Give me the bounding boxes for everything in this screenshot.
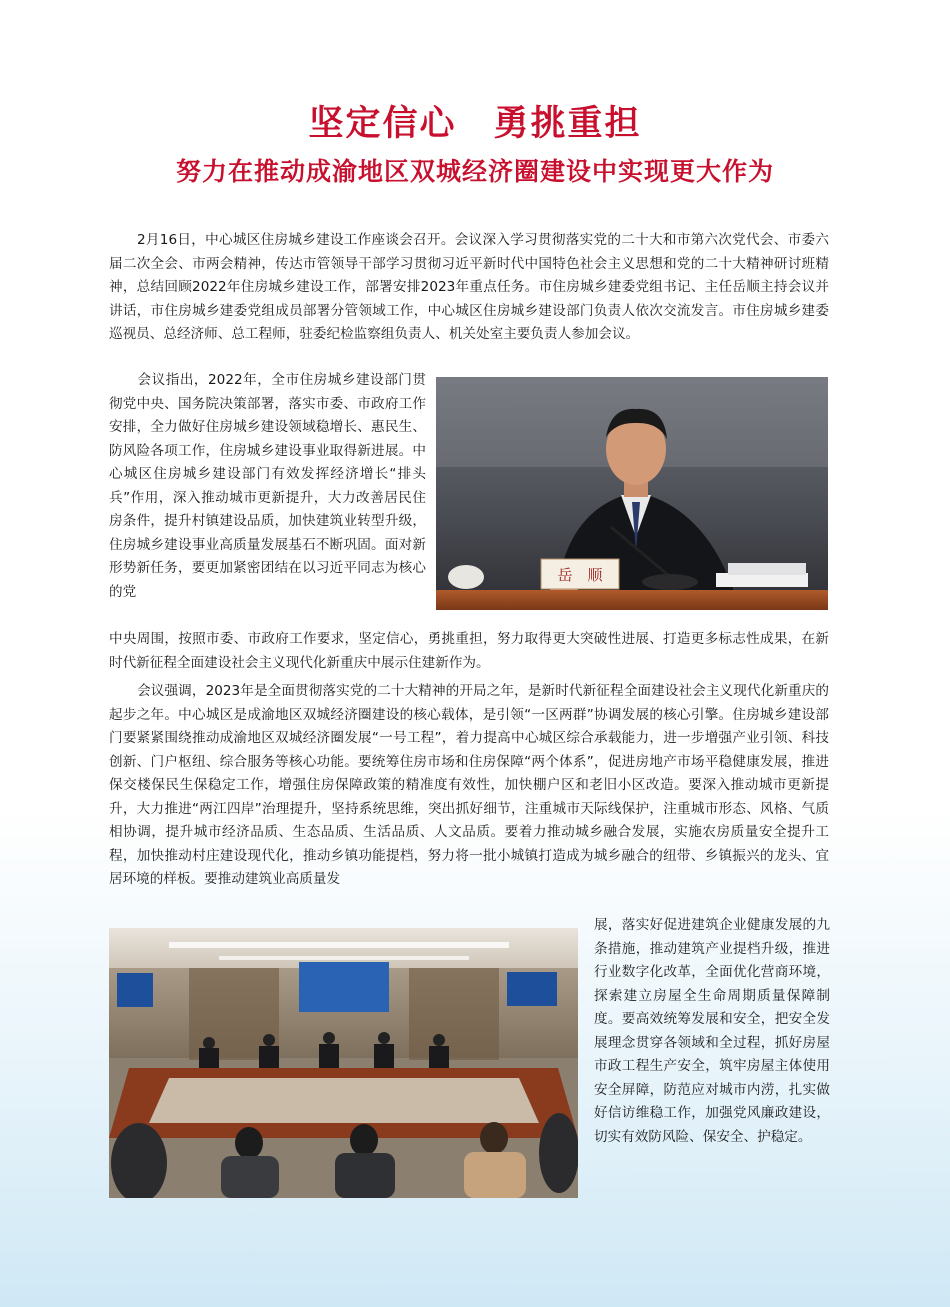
paragraph-3a-text: 会议强调，2023年是全面贯彻落实党的二十大精神的开局之年，是新时代新征程全面建设社会主义现代化新重庆的起步之年。中心城区是成渝地区双城经济圈建设的核心载体，是引领“一区两群”协调发展的核心引擎。住房城乡建设部门要紧紧围绕推动成渝地区双城经济圈发展“一号工程”，着力提高中心城区综合承载能力，进一步增强产业引领、科技创新、门户枢纽、综合服务等核心功能。要统筹住房市场和住房保障“两个体系”，促进房地产市场平稳健康发展，推进保交楼保民生保稳定工作，增强住房保障政策的精准度有效性，加快棚户区和老旧小区改造。要深入推动城市更新提升，大力推进“两江四岸”治理提升，坚持系统思维，突出抓好细节，注重城市天际线保护，注重城市形态、风格、气质相协调，提升城市经济品质、生态品质、生活品质、人文品质。要着力推动城乡融合发展，实施农房质量安全提升工程，加快推动村庄建设现代化，推动乡镇功能提档，努力将一批小城镇打造成为城乡融合的纽带、乡镇振兴的龙头、宜居环境的样板。要推动建筑业高质量发 bbox=[109, 683, 829, 887]
meeting-room-photo bbox=[109, 928, 578, 1198]
headline-sub: 努力在推动成渝地区双城经济圈建设中实现更大作为 bbox=[175, 157, 774, 186]
paragraph-2-part-b bbox=[109, 628, 829, 675]
paragraph-2-part-a bbox=[109, 369, 426, 604]
paragraph-2b-text: 中央周围，按照市委、市政府工作要求，坚定信心，勇挑重担，努力取得更大突破性进展、打造更多标志性成果，在新时代新征程全面建设社会主义现代化新重庆中展示住建新作为。 bbox=[109, 631, 829, 671]
paragraph-3b-text: 展，落实好促进建筑企业健康发展的九条措施，推动建筑产业提档升级，推进行业数字化改革，全面优化营商环境，探索建立房屋全生命周期质量保障制度。要高效统筹发展和安全，把安全发展理念贯穿各领域和全过程，抓好房屋市政工程生产安全，筑牢房屋主体使用安全屏障，防范应对城市内涝，扎实做好信访维稳工作，加强党风廉政建设，切实有效防风险、保安全、护稳定。 bbox=[594, 917, 830, 1145]
paragraph-1-text: 2月16日，中心城区住房城乡建设工作座谈会召开。会议深入学习贯彻落实党的二十大和市第六次党代会、市委六届二次全会、市两会精神，传达市管领导干部学习贯彻习近平新时代中国特色社会主义思想和党的二十大精神研讨班精神，总结回顾2022年住房城乡建设工作，部署安排2023年重点任务。市住房城乡建委党组书记、主任岳顺主持会议并讲话，市住房城乡建委党组成员部署分管领域工作，中心城区住房城乡建设部门负责人依次交流发言。市住房城乡建委巡视员、总经济师、总工程师，驻委纪检监察组负责人、机关处室主要负责人参加会议。 bbox=[109, 232, 829, 342]
paragraph-2a-text: 会议指出，2022年，全市住房城乡建设部门贯彻党中央、国务院决策部署，落实市委、市政府工作安排，全力做好住房城乡建设领域稳增长、惠民生、防风险各项工作，住房城乡建设事业取得新进展。中心城区住房城乡建设部门有效发挥经济增长“排头兵”作用，深入推动城市更新提升，大力改善居民住房条件，提升村镇建设品质，加快建筑业转型升级，住房城乡建设事业高质量发展基石不断巩固。面对新形势新任务，要更加紧密团结在以习近平同志为核心的党 bbox=[109, 372, 426, 600]
nameplate-text: 岳 顺 bbox=[557, 566, 603, 584]
speaker-photo bbox=[436, 377, 828, 610]
headline-main: 坚定信心 勇挑重担 bbox=[308, 103, 642, 144]
paragraph-3-part-a bbox=[109, 680, 829, 892]
meeting-room-illustration bbox=[109, 928, 578, 1198]
paragraph-1 bbox=[109, 229, 829, 347]
paragraph-3-part-b bbox=[594, 914, 830, 1149]
speaker-photo-illustration bbox=[436, 377, 828, 610]
